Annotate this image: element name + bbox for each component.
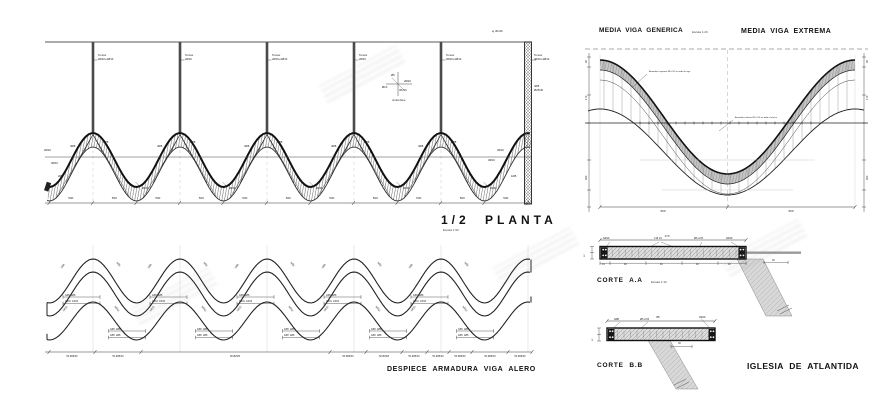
annotation: 500: [329, 196, 335, 200]
annotation: 50 Ø25/30: [432, 355, 444, 358]
annotation: Ø6 c/15: [640, 318, 650, 321]
annotation: 300: [865, 175, 869, 180]
annotation: 1Ø8 1Ø8: [458, 334, 469, 337]
annotation: 500: [459, 196, 465, 200]
annotation: 1Ø8: [376, 261, 382, 268]
annotation: 2Ø10: [142, 185, 149, 190]
annotation: 10: [602, 263, 605, 266]
annotation: 1Ø10 1Ø10: [152, 300, 166, 303]
title-corte-bb: CORTE B.B: [597, 362, 643, 369]
annotation: 500: [198, 196, 204, 200]
annotation: 1Ø8 1Ø8: [110, 327, 121, 331]
annotation: 2Ø10: [185, 56, 192, 61]
annotation: 1Ø8 1Ø8: [284, 334, 295, 337]
annotation: 1Ø8: [147, 263, 153, 270]
annotation: 1Ø10: [461, 305, 468, 313]
annotation: 170: [664, 233, 670, 238]
annotation: 1Ø10: [287, 305, 294, 313]
annotation: 2Ø10+2Ø10: [272, 56, 288, 61]
annotation: 2Ø10+2Ø10: [98, 56, 114, 61]
annotation: 1Ø10: [236, 305, 243, 313]
annotation: 1Ø8 1Ø8: [371, 334, 382, 337]
annotation: 1Ø10 1Ø10: [413, 300, 427, 303]
annotation: 3Ø10: [488, 158, 495, 162]
annotation: 1Ø8 1Ø8: [326, 293, 337, 297]
annotation: Ø10: [382, 85, 388, 89]
title-media-viga-extrema: MEDIA VIGA EXTREMA: [741, 28, 832, 35]
annotation: 3Ø10: [51, 161, 58, 165]
annotation: 50 Ø25/8: [230, 355, 240, 358]
annotation: 50 Ø25/30: [342, 355, 354, 358]
annotation: Ø25/30: [534, 88, 544, 92]
annotation: 30: [678, 342, 681, 345]
annotation: 300: [584, 175, 588, 180]
annotation: 1Ø8: [202, 261, 208, 268]
annotation: 500: [155, 196, 161, 200]
annotation: 1Ø10: [200, 305, 207, 313]
annotation: 50 Ø25/30: [112, 355, 124, 358]
annotation: 1Ø10: [149, 305, 156, 313]
annotation: 1Ø8: [511, 174, 517, 178]
annotation: 2Ø10: [44, 148, 51, 152]
annotation: 1Ø8 1Ø8: [110, 334, 121, 337]
annotation: 4Ø8: [331, 143, 337, 148]
annotation: Tensor: [272, 52, 281, 57]
annotation: Armadura superior Ø6 c/15 en toda la viga: [649, 70, 691, 73]
annotation: 500: [111, 196, 117, 200]
annotation: 1Ø10: [62, 305, 69, 313]
annotation: 2Ø10+2Ø10: [446, 56, 462, 61]
annotation: 1Ø8 1Ø8: [152, 293, 163, 297]
annotation: 2Ø10: [359, 56, 366, 61]
annotation: 4Ø5: [534, 84, 540, 88]
title-planta: 1/2 PLANTA: [441, 213, 557, 227]
scale-note-corte-aa: Escala 1:10: [651, 280, 667, 284]
annotation: 4Ø10+4Ø10: [534, 56, 550, 61]
annotation: 170: [584, 95, 588, 100]
annotation: 1Ø8 1Ø8: [65, 293, 76, 297]
annotation: 1Ø10 1Ø10: [326, 300, 340, 303]
annotation: 2Ø10: [497, 147, 504, 152]
annotation: Ø5: [391, 72, 395, 77]
title-despiece-armadura: DESPIECE ARMADURA VIGA ALERO: [387, 366, 536, 373]
annotation: 1Ø8: [60, 263, 66, 270]
scale-note-planta: Escala 1:50: [443, 228, 459, 232]
annotation: 30: [865, 60, 869, 63]
annotation: 50 Ø25/30: [408, 355, 420, 358]
annotation: 40: [696, 263, 699, 266]
annotation: 1Ø8: [321, 263, 327, 270]
annotation: 1Ø8: [408, 263, 414, 270]
annotation: 1Ø8 1Ø8: [197, 327, 208, 331]
annotation: 50 Ø25/30: [484, 355, 496, 358]
title-project-iglesia-de-atlantida: IGLESIA DE ATLANTIDA: [747, 361, 859, 371]
annotation: 2Ø8: [364, 139, 370, 144]
annotation: 40: [624, 263, 627, 266]
annotation: 12: [584, 254, 586, 257]
annotation: 170: [865, 95, 869, 100]
annotation: Tensor: [359, 52, 368, 57]
annotation: 500: [372, 196, 378, 200]
annotation: 4Ø8: [70, 143, 76, 148]
annotation: Tensor: [185, 52, 194, 57]
annotation: 4Ø10: [726, 237, 733, 240]
annotation: 40: [728, 263, 731, 266]
annotation: 4Ø10: [699, 315, 706, 319]
annotation: 1Ø10 1Ø10: [65, 300, 79, 303]
annotation: 40: [660, 263, 663, 266]
annotation: Tensor: [98, 52, 107, 57]
annotation: 500: [788, 208, 794, 213]
annotation: 2Ø8: [190, 139, 196, 144]
annotation: 50 Ø25/30: [454, 355, 466, 358]
annotation: 1Ø8 1Ø8: [371, 327, 382, 331]
annotation: 30x30: [399, 88, 407, 92]
annotation: 1Ø8 1Ø8: [239, 293, 250, 297]
annotation: 1Ø8: [234, 263, 240, 270]
annotation: 2Ø10: [316, 185, 323, 190]
annotation: 500: [503, 196, 509, 200]
annotation: 1Ø8: [463, 261, 469, 268]
annotation: 1Ø8: [289, 261, 295, 268]
annotation: 500: [68, 196, 74, 200]
annotation: 2Ø10: [404, 78, 411, 83]
annotation: 4Ø8: [157, 143, 163, 148]
annotation: 50 Ø25/30: [514, 355, 526, 358]
annotation: 4 Ø 10: [654, 237, 662, 240]
annotation: 1Ø10: [323, 305, 330, 313]
annotation: 1Ø8 1Ø8: [458, 327, 469, 331]
annotation: 1Ø8: [115, 261, 121, 268]
annotation: 1Ø8 1Ø8: [284, 327, 295, 331]
annotation: 2Ø10: [229, 185, 236, 190]
scale-note-media-viga: Escala 1:20: [692, 30, 708, 34]
annotation: ej 30x30: [492, 28, 503, 33]
title-corte-aa: CORTE A.A: [597, 277, 643, 284]
annotation: 4Ø8: [418, 143, 424, 148]
annotation: 2Ø8: [451, 139, 457, 144]
annotation: 2Ø8: [277, 139, 283, 144]
annotation: 500: [660, 208, 666, 213]
annotation: 4Ø10: [603, 237, 610, 240]
annotation: 2Ø8: [58, 174, 64, 178]
annotation: Armadura inferior Ø6 c/15 en todo el ancho: [735, 116, 777, 119]
annotation: 500: [416, 196, 422, 200]
annotation: 2Ø8: [103, 139, 109, 144]
annotation: 500: [242, 196, 248, 200]
annotation: 50 Ø25/8: [379, 355, 389, 358]
annotation: 4Ø8: [244, 143, 250, 148]
annotation: 1Ø10: [113, 305, 120, 313]
annotation: Tensor: [446, 52, 455, 57]
annotation: 30: [584, 60, 588, 63]
annotation: 4Ø8: [614, 318, 619, 321]
annotation: Ø6 c/15: [694, 237, 704, 240]
annotation: 30: [772, 259, 775, 262]
annotation: 85: [656, 314, 660, 319]
annotation: 12: [592, 338, 594, 341]
annotation: 500: [285, 196, 291, 200]
annotation: 50 Ø25/30: [66, 355, 78, 358]
annotation: 1Ø8 1Ø8: [197, 334, 208, 337]
annotation: 2Ø10: [403, 185, 410, 190]
annotation: 1Ø10: [410, 305, 417, 313]
annotation: Tensor: [534, 52, 543, 57]
annotation: Junta llave: [392, 97, 406, 102]
title-media-viga-generica: MEDIA VIGA GENERICA: [599, 27, 683, 34]
annotation: 1Ø10: [374, 305, 381, 313]
annotation: 1Ø10 1Ø10: [239, 300, 253, 303]
annotation: 2Ø10: [490, 185, 497, 190]
annotation: 1Ø8 1Ø8: [413, 293, 424, 297]
